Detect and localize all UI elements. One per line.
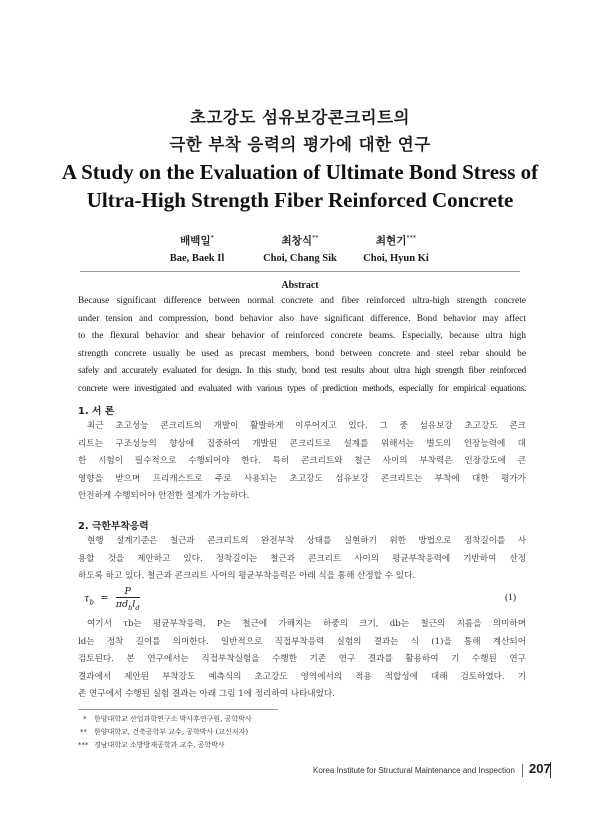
- author-1-english-name: Bae, Baek Il: [169, 253, 225, 264]
- equation-1: [84, 586, 140, 612]
- section-1-line: 안전하게 수행되어야 안전한 설계가 가능하다.: [78, 491, 250, 502]
- section-2-line: 여기서 τb는 평균부착응력, P는 철근에 가해지는 하중의 크기, db는 철근의 지름을 의미하며: [87, 619, 526, 629]
- section-2-line: 존 연구에서 수행된 실험 결과는 아래 그림 1에 정리하여 나타내었다.: [78, 689, 335, 700]
- korean-title-line-2: 극한 부착 응력의 평가에 대한 연구: [169, 135, 431, 154]
- page-number-bar: [550, 762, 551, 778]
- author-1-korean-name: 배백일: [180, 235, 211, 247]
- author-1-mark: *: [210, 233, 214, 242]
- english-title-line-2: Ultra-High Strength Fiber Reinforced Concrete: [86, 188, 514, 212]
- footnote-1: [78, 714, 252, 724]
- footnote-2-mark: **: [80, 728, 87, 736]
- author-3-korean-name: 최현기: [375, 235, 407, 247]
- abstract-line: strength concrete usually be used as precast members, bond between concrete and steel rebar should be: [78, 348, 526, 359]
- equation-number: (1): [505, 593, 517, 603]
- footer-separator: [522, 764, 523, 777]
- equation-lhs-subscript: b: [89, 598, 95, 607]
- section-2-line: 현행 설계기준은 철근과 콘크리트의 완전부착 상태를 실현하기 위한 방법으로 정착길이를 사: [87, 536, 526, 546]
- abstract-line: safely and accurately evaluated for design. In this study, bond test results about ultra high strength fiber reinforced: [78, 366, 526, 377]
- journal-name: Korea Institute for Structural Maintenance and Inspection: [313, 766, 515, 775]
- author-2-korean-name: 최창식: [281, 235, 312, 247]
- section-1-heading: 1. 서 론: [78, 406, 115, 417]
- equation-equals: =: [100, 593, 109, 605]
- section-1-body: [78, 418, 526, 506]
- korean-title-line-1: 초고강도 섬유보강콘크리트의: [190, 108, 410, 127]
- abstract-line: concrete were investigated and evaluated with various types of prediction methods, especially for empirical equations.: [78, 383, 526, 394]
- section-2-line: ld는 정착 길이를 의미한다. 일반적으로 직접부착응력 실험의 결과는 식 (1)을 통해 계산되어: [78, 636, 526, 647]
- footnote-divider: [78, 709, 278, 710]
- section-2-line: 검토된다. 본 연구에서는 직접부착실험을 수행한 기존 연구 결과를 활용하여 기 수행된 연구: [78, 654, 526, 665]
- author-3: [336, 233, 456, 264]
- section-1-line: 최근 초고성능 콘크리트의 개발이 활발하게 이루어지고 있다. 그 중 섬유보강 초고강도 콘크: [87, 421, 526, 431]
- section-2-line: 결과에서 제안된 부착강도 예측식의 초고강도 영역에서의 적용 적합성에 대해 검토하였다. 기: [78, 671, 526, 682]
- footnote-1-text: 한양대학교 산업과학연구소 박사후연구원, 공학박사: [94, 715, 252, 723]
- abstract-body: [78, 293, 526, 399]
- author-3-mark: ***: [406, 233, 417, 242]
- page-number: 207: [529, 761, 551, 776]
- section-2-body-after: [78, 616, 526, 704]
- section-2-heading: 2. 극한부착응력: [78, 521, 149, 532]
- footnote-2: [78, 727, 248, 737]
- footnote-3-mark: ***: [78, 741, 89, 749]
- section-2-line: 용할 것을 제안하고 있다. 정착길이는 철근과 콘크리트 사이의 평균부착응력에 기반하여 산정: [78, 553, 526, 564]
- footnote-3-text: 경남대학교 소방방재공학과 교수, 공학박사: [94, 741, 225, 749]
- equation-denominator: $\pi d_bl_d$: [115, 599, 140, 612]
- equation-fraction: [116, 586, 140, 612]
- abstract-line: under tension and compression, bond behavior also have significant difference. Bond behavior may affect: [78, 313, 526, 324]
- footnote-1-mark: *: [83, 715, 87, 723]
- equation-lhs: τ: [84, 593, 90, 605]
- footnote-2-text: 한양대학교, 건축공학부 교수, 공학박사 (교신저자): [94, 728, 249, 736]
- section-1-line: 한 시험이 필수적으로 수행되어야 한다. 특히 콘크리트와 철근 사이의 부착력은 인장강도에 큰: [78, 456, 526, 467]
- author-3-english-name: Choi, Hyun Ki: [363, 253, 429, 264]
- section-2-body-before: [78, 533, 526, 586]
- author-2-mark: **: [311, 233, 319, 242]
- footnote-3: [78, 740, 225, 750]
- abstract-line: Because significant difference between normal concrete and fiber reinforced ultra-high strength concrete: [78, 296, 526, 306]
- english-title-line-1: A Study on the Evaluation of Ultimate Bond Stress of: [61, 160, 539, 184]
- equation-numerator: P: [116, 586, 140, 598]
- author-2-english-name: Choi, Chang Sik: [263, 253, 337, 264]
- section-2-line: 하도록 하고 있다. 철근과 콘크리트 사이의 평균부착응력은 아래 식을 통해 산정할 수 있다.: [78, 571, 416, 582]
- header-divider: [80, 271, 520, 272]
- abstract-line: to the flexural behavior and shear behavior of reinforced concrete beams. Especially, because ultra high: [78, 331, 526, 342]
- section-1-line: 리트는 구조성능의 향상에 집중하여 개발된 콘크리트로 설계를 위해서는 별도의 인장능력에 대: [78, 438, 526, 449]
- section-1-line: 영향을 받으며 프리캐스트로 주로 사용되는 초고강도 섬유보강 콘크리트는 부착에 대한 평가가: [78, 473, 526, 484]
- abstract-heading: Abstract: [281, 280, 319, 291]
- author-1: [137, 233, 257, 264]
